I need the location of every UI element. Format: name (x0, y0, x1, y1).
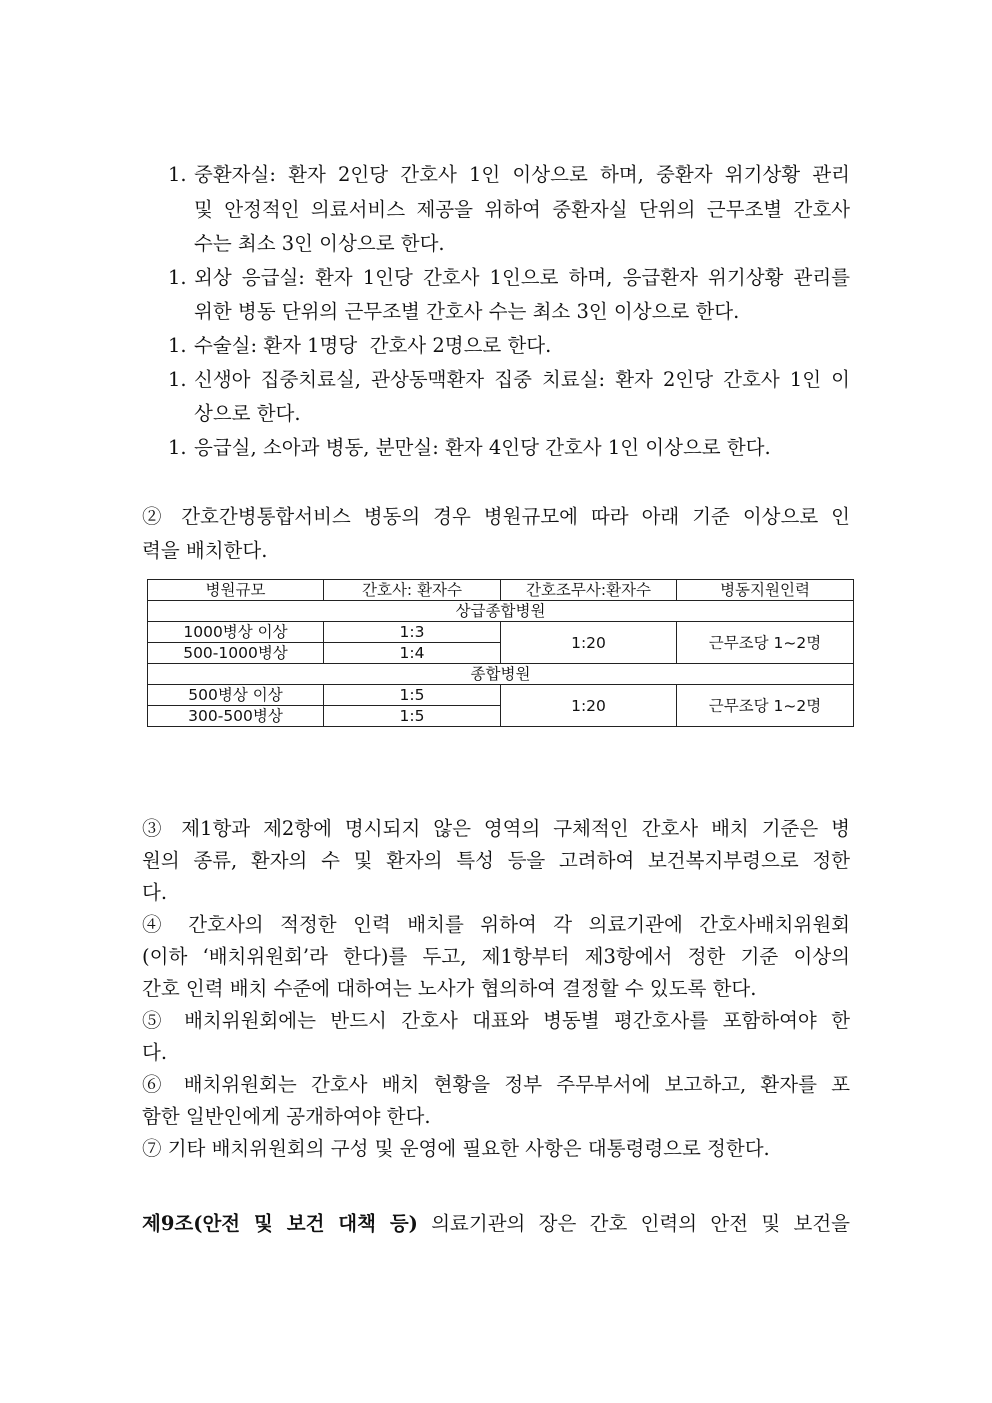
hospital-size-cell: 300-500병상 (148, 706, 324, 727)
list-item-continuation: 위한 병동 단위의 근무조별 간호사 수는 최소 3인 이상으로 한다. (194, 300, 740, 323)
paragraph-line: 다. (142, 1041, 168, 1064)
staffing-table (147, 579, 854, 727)
table-group-row (148, 664, 854, 685)
list-item: 1. 중환자실: 환자 2인당 간호사 1인 이상으로 하며, 중환자 위기상황 관리 (168, 161, 850, 189)
list-item-continuation: 수는 최소 3인 이상으로 한다. (194, 232, 445, 255)
table-group-row (148, 601, 854, 622)
nurse-ratio-cell: 1:4 (324, 643, 501, 664)
list-item-continuation: 상으로 한다. (194, 402, 301, 425)
paragraph-line: 함한 일반인에게 공개하여야 한다. (142, 1105, 431, 1128)
paragraph-line: ② 간호간병통합서비스 병동의 경우 병원규모에 따라 아래 기준 이상으로 인 (142, 505, 850, 528)
paragraph-line: ④ 간호사의 적정한 인력 배치를 위하여 각 의료기관에 간호사배치위원회 (142, 913, 850, 936)
list-marker: 1. (168, 368, 187, 391)
table-row (148, 622, 854, 643)
list-marker: 1. (168, 436, 187, 459)
list-marker: 1. (168, 334, 187, 357)
paragraph-line: 력을 배치한다. (142, 539, 268, 562)
nurse-ratio-cell: 1:5 (324, 685, 501, 706)
paragraph-line: 간호 인력 배치 수준에 대하여는 노사가 협의하여 결정할 수 있도록 한다. (142, 977, 757, 1000)
list-item: 1. 외상 응급실: 환자 1인당 간호사 1인으로 하며, 응급환자 위기상황 관리를 (168, 264, 850, 292)
hospital-size-cell: 500병상 이상 (148, 685, 324, 706)
paragraph-line: ⑤ 배치위원회에는 반드시 간호사 대표와 병동별 평간호사를 포함하여야 한 (142, 1009, 850, 1032)
table-header-cell: 병원규모 (148, 580, 324, 601)
paragraph-line: (이하 ‘배치위원회’라 한다)를 두고, 제1항부터 제3항에서 정한 기준 이상의 (142, 945, 850, 968)
list-item: 1. 신생아 집중치료실, 관상동맥환자 집중 치료실: 환자 2인당 간호사 1인 이 (168, 366, 850, 394)
paragraph-line: ③ 제1항과 제2항에 명시되지 않은 영역의 구체적인 간호사 배치 기준은 병 (142, 817, 850, 840)
list-item: 1. 수술실: 환자 1명당 간호사 2명으로 한다. (168, 332, 551, 360)
aide-ratio-cell: 1:20 (501, 685, 677, 727)
table-header-cell: 간호조무사:환자수 (501, 580, 677, 601)
paragraph-line: 다. (142, 881, 168, 904)
support-staff-cell: 근무조당 1~2명 (677, 685, 854, 727)
hospital-size-cell: 1000병상 이상 (148, 622, 324, 643)
nurse-ratio-cell: 1:3 (324, 622, 501, 643)
table-row (148, 685, 854, 706)
article-heading: 제9조(안전 및 보건 대책 등) (142, 1212, 418, 1235)
paragraph-line: 원의 종류, 환자의 수 및 환자의 특성 등을 고려하여 보건복지부령으로 정한 (142, 849, 850, 872)
paragraph-line: ⑦ 기타 배치위원회의 구성 및 운영에 필요한 사항은 대통령령으로 정한다. (142, 1137, 770, 1160)
list-item: 1. 응급실, 소아과 병동, 분만실: 환자 4인당 간호사 1인 이상으로 한다. (168, 434, 771, 462)
article-text: 의료기관의 장은 간호 인력의 안전 및 보건을 (417, 1212, 850, 1235)
group-heading: 상급종합병원 (148, 601, 854, 622)
table-header-cell: 간호사: 환자수 (324, 580, 501, 601)
list-marker: 1. (168, 266, 187, 289)
list-item-continuation: 및 안정적인 의료서비스 제공을 위하여 중환자실 단위의 근무조별 간호사 (194, 198, 850, 221)
list-marker: 1. (168, 163, 187, 186)
hospital-size-cell: 500-1000병상 (148, 643, 324, 664)
article-9-line (142, 1210, 850, 1238)
paragraph-line: ⑥ 배치위원회는 간호사 배치 현황을 정부 주무부서에 보고하고, 환자를 포 (142, 1073, 850, 1096)
aide-ratio-cell: 1:20 (501, 622, 677, 664)
table-header-row (148, 580, 854, 601)
nurse-ratio-cell: 1:5 (324, 706, 501, 727)
group-heading: 종합병원 (148, 664, 854, 685)
table-header-cell: 병동지원인력 (677, 580, 854, 601)
support-staff-cell: 근무조당 1~2명 (677, 622, 854, 664)
